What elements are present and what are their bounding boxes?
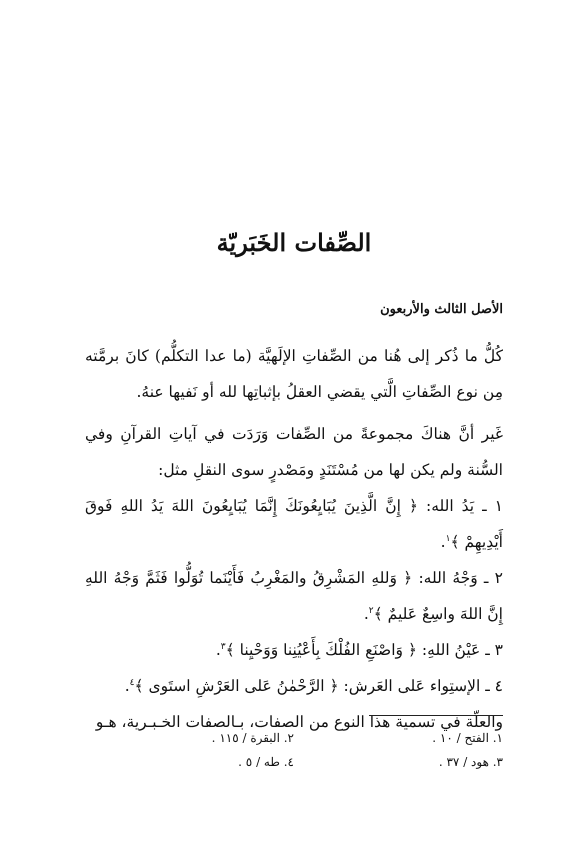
list-item-hand: ١ ـ يَدُ الله: ﴿ إِنَّ الَّذِينَ يُبَايِعُونَكَ إِنَّمَا يُبَايِعُونَ اللهَ يَدُ اللهِ فَوقَ أَيْدِيهِمْ ﴾$^١$. <box>85 497 503 551</box>
footnote-4: ٤. طه / ٥ . <box>238 755 294 769</box>
page-title: الصِّفات الخَبَريّة <box>216 228 372 257</box>
body-text <box>85 338 503 740</box>
list-item-hand-text: ١ ـ يَدُ الله: ﴿ إِنَّ الَّذِينَ يُبَايِعُونَكَ إِنَّمَا يُبَايِعُونَ اللهَ يَدُ اللهِ فَوقَ أَيْدِيهِمْ ﴾ <box>85 497 503 551</box>
list-item-istiwa: ٤ ـ الإستِواء عَلى العَرش: ﴿ الرَّحْمٰنُ عَلى العَرْشِ استَوى ﴾$^٤$. <box>124 677 503 695</box>
list-item-istiwa-text: ٤ ـ الإستِواء عَلى العَرش: ﴿ الرَّحْمٰنُ عَلى العَرْشِ استَوى ﴾ <box>134 677 503 695</box>
footnote-ref-4: ٤ <box>129 677 135 688</box>
footnote-ref-2: ٢ <box>368 605 374 616</box>
paragraph-reason: والعلّة في تسمية هذا النوع من الصفات، بـالصفات الخـبـرية، هـو <box>95 713 503 731</box>
footnote-row <box>85 750 503 774</box>
footnote-divider <box>369 715 503 716</box>
list-item-face-text: ٢ ـ وَجْهُ الله: ﴿ وَللهِ المَشْرِقُ والمَغْرِبُ فَأَيْنَما تُوَلُّوا فَثَمَّ وَجْهُ اللهِ إِنَّ اللهَ واسِعٌ عَليمٌ ﴾ <box>85 569 503 623</box>
footnote-2: ٢. البقرة / ١١٥ . <box>211 731 294 745</box>
list-item-eye: ٣ ـ عَيْنُ اللهِ: ﴿ وَاصْنَعِ الفُلْكَ بِأَعْيُنِنا وَوَحْيِنا ﴾$^٣$. <box>215 641 503 659</box>
footnote-row <box>85 726 503 750</box>
footnote-3: ٣. هود / ٣٧ . <box>438 755 503 769</box>
paragraph-intro: كُلُّ ما ذُكر إلى هُنا من الصِّفاتِ الإلَهيَّة (ما عدا التكلُّم) كانَ برمَّته مِن نوع الصِّفاتِ الَّتي يقضي العقلُ بإثباتِها لله أو نَفيها عنهُ. <box>85 347 503 401</box>
footnote-1: ١. الفتح / ١٠ . <box>432 731 503 745</box>
list-item-face: ٢ ـ وَجْهُ الله: ﴿ وَللهِ المَشْرِقُ والمَغْرِبُ فَأَيْنَما تُوَلُّوا فَثَمَّ وَجْهُ اللهِ إِنَّ اللهَ واسِعٌ عَليمٌ ﴾$^٢$. <box>85 569 503 623</box>
footnotes <box>85 726 503 774</box>
footnote-ref-1: ١ <box>445 533 451 544</box>
footnote-ref-3: ٣ <box>220 641 226 652</box>
list-item-eye-text: ٣ ـ عَيْنُ اللهِ: ﴿ وَاصْنَعِ الفُلْكَ بِأَعْيُنِنا وَوَحْيِنا ﴾ <box>225 641 503 659</box>
paragraph-context: غَير أنَّ هناكَ مجموعةً من الصِّفات وَرَدَت في آياتِ القرآنِ وفي السُّنة ولم يكن لها من مُسْتَنَدٍ ومَصْدرٍ سوى النقلِ مثل: <box>85 425 503 479</box>
section-heading: الأصل الثالث والأربعون <box>380 302 503 317</box>
